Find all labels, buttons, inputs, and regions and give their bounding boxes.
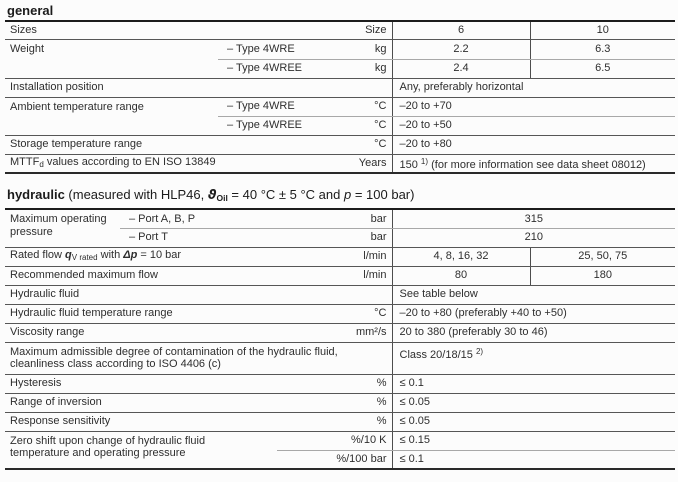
table-row <box>5 247 675 266</box>
row-sublabel: – Port T <box>120 228 277 247</box>
row-label: Viscosity range <box>5 323 277 342</box>
value-cell-size6: 2.2 <box>392 39 530 59</box>
row-sublabel: – Port A, B, P <box>120 209 277 228</box>
value-cell-size6: 80 <box>392 266 530 285</box>
value-cell-size6: 6 <box>392 21 530 39</box>
value-cell: ≤ 0.1 <box>392 450 675 469</box>
unit-cell: mm²/s <box>277 323 392 342</box>
value-cell-size10: 25, 50, 75 <box>530 247 675 266</box>
table-row <box>5 154 675 173</box>
row-label: Maximum admissible degree of contamination of the hydraulic fluid, cleanliness class according to ISO 4406 (c) <box>5 342 392 374</box>
value-cell: 150 $^{1)}$ (for more information see data sheet 08012) <box>392 154 675 173</box>
unit-cell: Years <box>330 154 392 173</box>
value-cell: See table below <box>392 285 675 304</box>
unit-cell: bar <box>277 209 392 228</box>
unit-cell: Size <box>330 21 392 39</box>
row-label: Recommended maximum flow <box>5 266 277 285</box>
row-label: Zero shift upon change of hydraulic fluid temperature and operating pressure <box>5 431 277 469</box>
table-row <box>5 209 675 228</box>
table-row <box>5 342 675 374</box>
table-row <box>5 374 675 393</box>
theta-symbol: ϑ <box>207 188 217 203</box>
value-cell: Class 20/18/15 $^{2)}$ <box>392 342 675 374</box>
table-row <box>5 135 675 154</box>
unit-cell: kg <box>330 59 392 78</box>
value-cell: –20 to +80 (preferably +40 to +50) <box>392 304 675 323</box>
row-label: Maximum operating pressure <box>5 209 120 247</box>
row-label: Hydraulic fluid temperature range <box>5 304 277 323</box>
unit-cell: kg <box>330 39 392 59</box>
row-label: Hysteresis <box>5 374 277 393</box>
value-cell: ≤ 0.15 <box>392 431 675 450</box>
value-cell-size10: 10 <box>530 21 675 39</box>
hydraulic-data-table <box>5 208 675 470</box>
row-sublabel: – Type 4WREE <box>218 116 330 135</box>
unit-cell: °C <box>330 135 392 154</box>
table-row <box>5 266 675 285</box>
row-label: Hydraulic fluid <box>5 285 392 304</box>
table-row <box>5 304 675 323</box>
table-row <box>5 285 675 304</box>
value-cell-size10: 180 <box>530 266 675 285</box>
row-label: Sizes <box>5 21 330 39</box>
table-row <box>5 431 675 450</box>
value-cell: –20 to +80 <box>392 135 675 154</box>
value-cell: 20 to 380 (preferably 30 to 46) <box>392 323 675 342</box>
row-label: Storage temperature range <box>5 135 330 154</box>
table-row <box>5 393 675 412</box>
value-cell: Any, preferably horizontal <box>392 78 675 97</box>
unit-cell: %/10 K <box>277 431 392 450</box>
general-section-heading: general <box>7 3 54 18</box>
row-label: Ambient temperature range <box>5 97 218 135</box>
table-row <box>5 78 675 97</box>
table-row <box>5 412 675 431</box>
unit-cell: %/100 bar <box>277 450 392 469</box>
table-row <box>5 97 675 116</box>
row-sublabel: – Type 4WREE <box>218 59 330 78</box>
unit-cell: % <box>277 374 392 393</box>
unit-cell: °C <box>330 116 392 135</box>
row-label: $MTTF_d$ values according to EN ISO 13849 <box>5 154 330 173</box>
row-label: Rated flow $q_{V rated}$ with Δp = 10 bar <box>5 247 277 266</box>
general-data-table <box>5 20 675 174</box>
value-cell-size6: 4, 8, 16, 32 <box>392 247 530 266</box>
row-sublabel: – Type 4WRE <box>218 97 330 116</box>
unit-cell: °C <box>330 97 392 116</box>
value-cell: ≤ 0.1 <box>392 374 675 393</box>
value-cell: ≤ 0.05 <box>392 412 675 431</box>
row-label: Response sensitivity <box>5 412 277 431</box>
row-label: Range of inversion <box>5 393 277 412</box>
row-label: Weight <box>5 39 218 78</box>
value-cell: –20 to +70 <box>392 97 675 116</box>
value-cell: 210 <box>392 228 675 247</box>
row-sublabel: – Type 4WRE <box>218 39 330 59</box>
value-cell: –20 to +50 <box>392 116 675 135</box>
value-cell: ≤ 0.05 <box>392 393 675 412</box>
unit-cell: % <box>277 393 392 412</box>
value-cell-size10: 6.5 <box>530 59 675 78</box>
value-cell-size6: 2.4 <box>392 59 530 78</box>
unit-cell: °C <box>277 304 392 323</box>
unit-cell: bar <box>277 228 392 247</box>
row-label: Installation position <box>5 78 392 97</box>
table-row <box>5 323 675 342</box>
unit-cell: l/min <box>277 247 392 266</box>
unit-cell: l/min <box>277 266 392 285</box>
unit-cell: % <box>277 412 392 431</box>
value-cell-size10: 6.3 <box>530 39 675 59</box>
value-cell: 315 <box>392 209 675 228</box>
table-row <box>5 39 675 59</box>
table-row <box>5 21 675 39</box>
hydraulic-section-heading: hydraulic (measured with HLP46, $ϑ_{Oil} = 40$ °C ± 5 °C and p = 100 bar) <box>7 187 415 203</box>
